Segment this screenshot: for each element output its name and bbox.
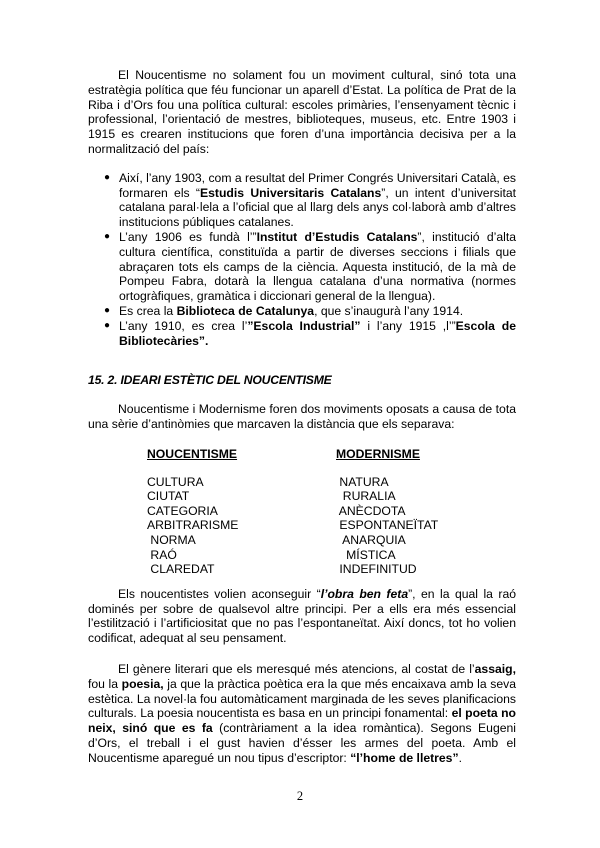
institutions-list	[88, 171, 516, 349]
list-item: NATURA	[336, 474, 389, 489]
list-item: RURALIA	[336, 489, 396, 504]
bullet-icon: ●	[104, 171, 111, 183]
list-item: NORMA	[147, 532, 196, 547]
intro-paragraph: El Noucentisme no solament fou un moviment cultural, sinó tota una estratègia política que féu funcionar un aparell d’Estat. La política de Prat de la Riba i d’Ors fou una política cultural: escoles primàries, l’ensenyament tècnic i professional, l’orientació de mestres, biblioteques, museus, etc. Entre 1903 i 1915 es crearen institucions que foren d’una importància decisiva per a la normalització del país:	[88, 68, 516, 156]
modernisme-column	[336, 447, 438, 577]
list-item: ANARQUIA	[336, 532, 406, 547]
page-number: 2	[296, 789, 304, 803]
list-item: CLAREDAT	[147, 562, 215, 577]
comparison-intro: Noucentisme i Modernisme foren dos moviments oposats a causa de tota una sèrie d’antinòmies que marcaven la distància que els separava:	[88, 402, 516, 431]
noucentisme-column	[147, 447, 238, 577]
bullet-icon: ●	[104, 230, 111, 242]
list-item: ● Es crea la Biblioteca de Catalunya, que s’inaugurà l’any 1914.	[104, 303, 464, 318]
modernisme-header: MODERNISME	[336, 446, 420, 461]
noucentisme-header: NOUCENTISME	[147, 446, 238, 461]
list-item: ● L’any 1910, es crea l’”Escola Industrial” i l’any 1915 ,l’”Escola de Bibliotecàries”.	[104, 318, 516, 348]
comparison-table	[88, 446, 516, 577]
document-page	[88, 68, 516, 766]
list-item: ESPONTANEÏTAT	[336, 518, 439, 533]
obra-ben-feta-paragraph: Els noucentistes volien aconseguir “l’obra ben feta”, en la qual la raó dominés per sobre de qualsevol altre principi. Per a ells era més essencial l’estilització i l’artificiositat que no pas l’espontaneïtat. Així doncs, tot ho volien codificat, adequat al seu pensament.	[88, 586, 517, 646]
list-item: ARBITRARISME	[147, 518, 239, 533]
list-item: RAÓ	[147, 547, 177, 562]
bullet-icon: ●	[104, 319, 111, 331]
section-title: 15. 2. IDEARI ESTÈTIC DEL NOUCENTISME	[88, 373, 332, 388]
list-item: ANÈCDOTA	[336, 503, 406, 518]
bullet-icon: ●	[104, 304, 111, 316]
list-item: CIUTAT	[147, 489, 190, 504]
genere-literari-paragraph: El gènere literari que els meresqué més atencions, al costat de l’assaig, fou la poesia, ja que la pràctica poètica era la que més encaixava amb la seva estètica. La novel·la fou automàticament marginada de les seves planificacions culturals. La poesia noucentista es basa en un principi fonamental: el poeta no neix, sinó que es fa (contràriament a la idea romàntica). Segons Eugeni d’Ors, el treball i el gust havien d’ésser les armes del poeta. Amb el Noucentisme aparegué un nou tipus d’escriptor: “l’home de lletres”.	[88, 661, 517, 765]
list-item: ● L’any 1906 es fundà l’”Institut d’Estudis Catalans”, institució d’alta cultura científica, constituïda a partir de diverses seccions i filials que abraçaren tots els camps de la ciència. Aquesta institució, de la mà de Pompeu Fabra, dotarà la llengua catalana d’una normativa (normes ortogràfiques, gramàtica i diccionari general de la llengua).	[104, 229, 516, 304]
list-item: ● Així, l’any 1903, com a resultat del Primer Congrés Universitari Català, es formaren els “Estudis Universitaris Catalans”, un intent d’universitat catalana paral·lela a l’oficial que al llarg dels anys col·laborà amb d’altres institucions públiques catalanes.	[104, 170, 516, 230]
list-item: INDEFINITUD	[336, 562, 417, 577]
list-item: MÍSTICA	[336, 547, 396, 562]
list-item: CULTURA	[147, 474, 204, 489]
list-item: CATEGORIA	[147, 503, 218, 518]
